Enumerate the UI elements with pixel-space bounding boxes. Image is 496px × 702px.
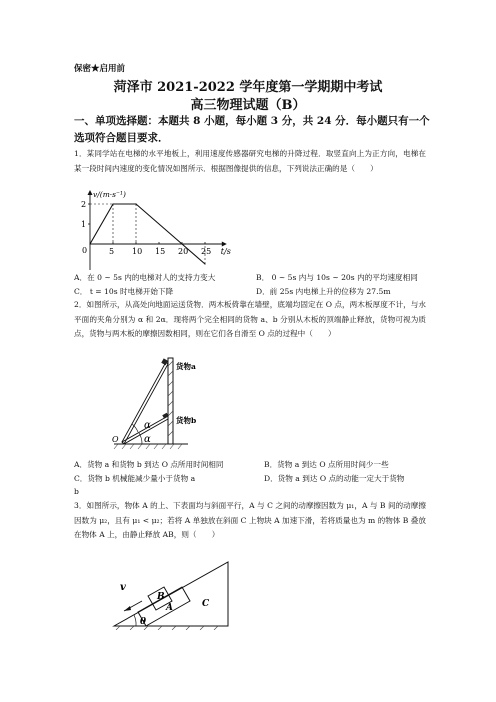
q2-options-row2	[74, 472, 430, 485]
x-tick-label: 10	[132, 247, 143, 256]
q2-options-row3	[74, 485, 430, 498]
velocity-point	[112, 203, 113, 204]
cargo-a-label: 货物a	[176, 362, 196, 371]
cargo-a	[161, 358, 168, 365]
q1-options-row1	[74, 271, 430, 284]
cargo-b-label: 货物b	[176, 416, 197, 425]
q2-options-row1	[74, 458, 430, 471]
x-tick-label: 15	[155, 247, 166, 256]
q1-option-a: A．在 0 ~ 5s 内的电梯对人的支持力变大	[74, 273, 216, 282]
velocity-point	[89, 243, 90, 244]
q2-option-d: D．货物 a 到达 O 点的动能一定大于货物	[264, 474, 405, 483]
exam-title: 菏泽市 2021-2022 学年度第一学期期中考试	[113, 80, 383, 95]
velocity-point	[135, 203, 136, 204]
q2-stem: 2．如图所示，从高处向地面运送货物．两木板倚靠在墙壁，底端均固定在 O 点，两木板厚度不计，与水平面的夹角分别为 α 和 2α．现将两个完全相同的货物 a、b 分别从木板的顶端静止释放，货物可视为质点，货物与两木板的摩擦因数相同，则在它们各自滑至 O 点的过程中（ ）	[74, 300, 426, 338]
q1-option-d: D．前 25s 内电梯上升的位移为 27.5m	[256, 287, 391, 296]
wall-hatch	[168, 361, 173, 436]
q2-option-d-cont: b	[74, 487, 79, 496]
q1-velocity-graph	[74, 188, 254, 270]
y-tick-label: 2	[81, 200, 87, 209]
y-axis-label: v/(m·s⁻¹)	[93, 190, 126, 199]
angle-label-lower: α	[144, 434, 151, 445]
block-a-label: A	[166, 603, 173, 613]
y-axis-arrow	[88, 190, 93, 195]
theta-label: θ	[140, 617, 147, 627]
wall	[168, 358, 173, 444]
q2-option-c: C．货物 b 机械能减少量小于货物 a	[74, 474, 196, 483]
velocity-arrow-head	[124, 606, 131, 611]
q2-option-a: A．货物 a 和货物 b 到达 O 点所用时间相同	[74, 460, 224, 469]
block-b-label: B	[157, 592, 165, 602]
q3-incline-figure	[110, 548, 260, 630]
x-tick-label: 5	[109, 247, 115, 256]
q1-options-row2	[74, 285, 430, 298]
section-heading: 一、单项选择题：本题共 8 小题，每小题 3 分，共 24 分．每小题只有一个选项符合题目要求．	[74, 115, 430, 144]
velocity-label: v	[120, 582, 126, 593]
theta-arc	[134, 615, 136, 626]
incline-c-label: C	[202, 599, 210, 609]
velocity-point	[181, 243, 182, 244]
q2-option-b: B．货物 a 到达 O 点所用时间少一些	[264, 460, 389, 469]
y-tick-label: 1	[81, 220, 87, 229]
angle-label-upper: α	[144, 420, 151, 431]
x-tick-label: 20	[178, 247, 189, 256]
x-axis-arrow	[222, 242, 227, 247]
incline-ground-hatch	[116, 626, 218, 630]
q2-board-figure	[108, 356, 218, 452]
q1-option-b: B． 0 ~ 5s 内与 10s ~ 20s 内的平均速度相同	[256, 273, 418, 282]
x-axis-label: t/s	[220, 247, 231, 256]
incline-c	[114, 562, 228, 626]
point-o-label: O	[112, 435, 119, 444]
secret-label: 保密★启用前	[74, 64, 126, 74]
q1-option-c: C． t = 10s 时电梯开始下降	[74, 287, 174, 296]
x-tick-label: 25	[201, 247, 212, 256]
q1-stem: 1．某同学站在电梯的水平地板上，利用速度传感器研究电梯的升降过程．取竖直向上为正方向，电梯在某一段时间内速度的变化情况如图所示．根据图像提供的信息，下列说法正确的是（ ）	[74, 149, 426, 173]
velocity-point	[204, 263, 205, 264]
exam-subtitle: 高三物理试题（B）	[190, 98, 306, 113]
q3-stem: 3．如图所示，物体 A 的上、下表面均与斜面平行，A 与 C 之间的动摩擦因数为 μ₁，A 与 B 间的动摩擦因数为 μ₂，且有 μ₁ < μ₂；若将 A 单独放在斜面 C 上物块 A 加速下滑，若将质量也为 m 的物体 B 叠放在物体 A 上，由静止释放 AB，则（ ）	[74, 501, 426, 539]
origin-label: 0	[82, 246, 88, 255]
